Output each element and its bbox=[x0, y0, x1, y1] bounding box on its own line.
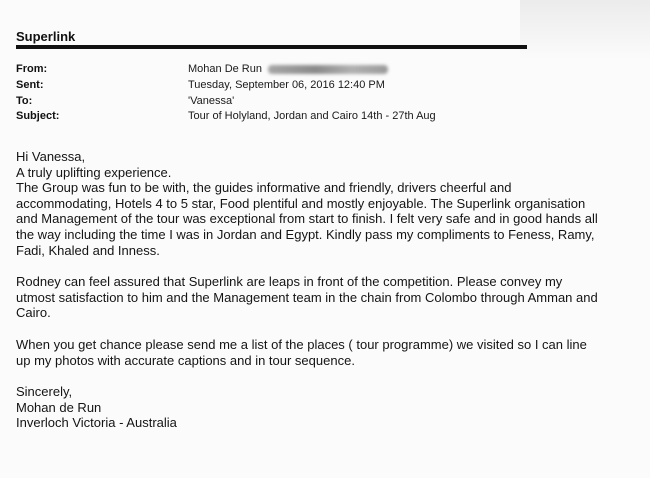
body-line: When you get chance please send me a list of the places ( tour programme) we visited so I can line bbox=[16, 336, 587, 352]
scan-shadow bbox=[520, 0, 650, 60]
signoff: Sincerely, bbox=[16, 384, 73, 400]
sender-name: Mohan De Run bbox=[188, 63, 262, 75]
subject-value: Tour of Holyland, Jordan and Cairo 14th - 27th Aug bbox=[188, 110, 436, 122]
subject-label: Subject: bbox=[16, 110, 60, 122]
from-value bbox=[188, 63, 388, 75]
from-label: From: bbox=[16, 63, 48, 75]
header-rule bbox=[16, 45, 527, 49]
body-line: up my photos with accurate captions and in tour sequence. bbox=[16, 352, 355, 368]
body-line: Fadi, Khaled and Inness. bbox=[16, 242, 160, 258]
body-line: accommodating, Hotels 4 to 5 star, Food plentiful and mostly enjoyable. The Superlink organisation bbox=[16, 195, 586, 211]
body-line: Rodney can feel assured that Superlink are leaps in front of the competition. Please convey my bbox=[16, 274, 563, 290]
body-line: the way including the time I was in Jordan and Egypt. Kindly pass my compliments to Feness, Ramy, bbox=[16, 226, 595, 242]
paragraph-gap bbox=[16, 258, 636, 274]
paragraph-gap bbox=[16, 368, 636, 384]
body-line: Cairo. bbox=[16, 305, 51, 321]
sent-value: Tuesday, September 06, 2016 12:40 PM bbox=[188, 79, 385, 91]
body-line: utmost satisfaction to him and the Management team in the chain from Colombo through Amman and bbox=[16, 289, 598, 305]
to-value: 'Vanessa' bbox=[188, 95, 235, 107]
opening-line: A truly uplifting experience. bbox=[16, 164, 172, 180]
paragraph-gap bbox=[16, 321, 636, 337]
greeting: Hi Vanessa, bbox=[16, 149, 86, 164]
to-label: To: bbox=[16, 95, 33, 107]
email-body bbox=[16, 149, 636, 431]
signature-location: Inverloch Victoria - Australia bbox=[16, 415, 177, 431]
redacted-email bbox=[268, 65, 388, 74]
sent-label: Sent: bbox=[16, 79, 44, 91]
body-line: The Group was fun to be with, the guides informative and friendly, drivers cheerful and bbox=[16, 180, 512, 196]
brand-name: Superlink bbox=[16, 29, 76, 44]
signature-name: Mohan de Run bbox=[16, 399, 102, 415]
body-line: and Management of the tour was exceptional from start to finish. I felt very safe and in good hands all bbox=[16, 211, 598, 227]
